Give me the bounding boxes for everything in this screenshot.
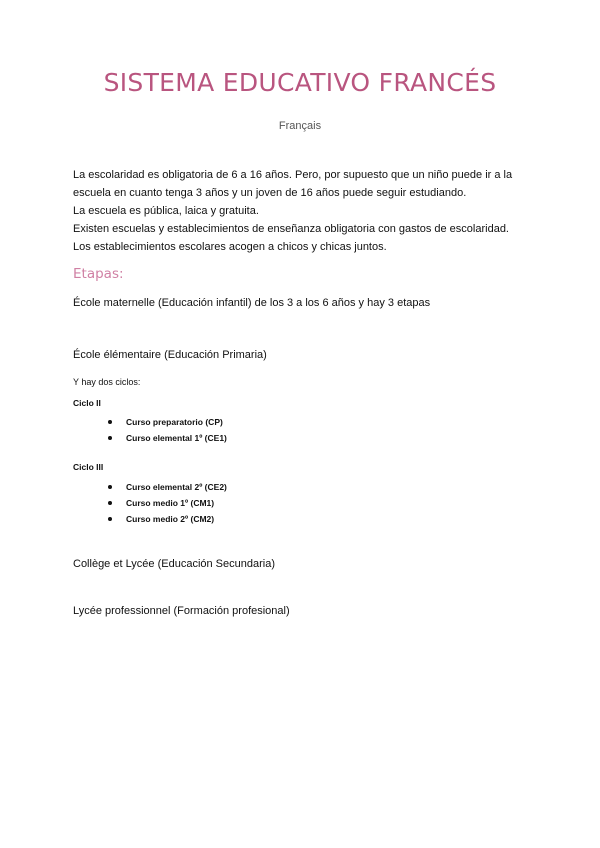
- stage-college-lycee: Collège et Lycée (Educación Secundaria): [73, 558, 275, 570]
- bullet-icon: [108, 436, 112, 440]
- stage-lycee-professionnel: Lycée professionnel (Formación profesional): [73, 605, 290, 617]
- cycle-3-list: [108, 479, 227, 527]
- cycle-2-label: Ciclo II: [73, 398, 101, 408]
- list-item-label: Curso elemental 1º (CE1): [126, 433, 227, 443]
- list-item: [108, 414, 227, 430]
- document-subtitle: Français: [278, 120, 322, 132]
- list-item: [108, 430, 227, 446]
- intro-line: La escolaridad es obligatoria de 6 a 16 años. Pero, por supuesto que un niño puede ir a la: [73, 169, 513, 181]
- bullet-icon: [108, 501, 112, 505]
- bullet-icon: [108, 517, 112, 521]
- stage-maternelle: École maternelle (Educación infantil) de los 3 a los 6 años y hay 3 etapas: [73, 297, 431, 309]
- list-item-label: Curso elemental 2º (CE2): [126, 482, 227, 492]
- list-item-label: Curso preparatorio (CP): [126, 417, 223, 427]
- list-item-label: Curso medio 2º (CM2): [126, 514, 215, 524]
- intro-line: escuela en cuanto tenga 3 años y un joven de 16 años puede seguir estudiando.: [73, 187, 467, 199]
- intro-line: Los establecimientos escolares acogen a chicos y chicas juntos.: [73, 241, 387, 253]
- document-title: SISTEMA EDUCATIVO FRANCÉS: [103, 68, 497, 97]
- list-item: [108, 511, 227, 527]
- list-item: [108, 495, 227, 511]
- section-heading-etapas: Etapas:: [73, 266, 124, 282]
- bullet-icon: [108, 485, 112, 489]
- list-item: [108, 479, 227, 495]
- intro-paragraph: [73, 166, 543, 256]
- cycle-3-label: Ciclo III: [73, 462, 104, 472]
- list-item-label: Curso medio 1º (CM1): [126, 498, 215, 508]
- bullet-icon: [108, 420, 112, 424]
- cycles-intro: Y hay dos ciclos:: [73, 377, 141, 387]
- intro-line: La escuela es pública, laica y gratuita.: [73, 205, 259, 217]
- intro-line: Existen escuelas y establecimientos de enseñanza obligatoria con gastos de escolaridad.: [73, 223, 509, 235]
- cycle-2-list: [108, 414, 227, 446]
- stage-elementaire: École élémentaire (Educación Primaria): [73, 349, 267, 361]
